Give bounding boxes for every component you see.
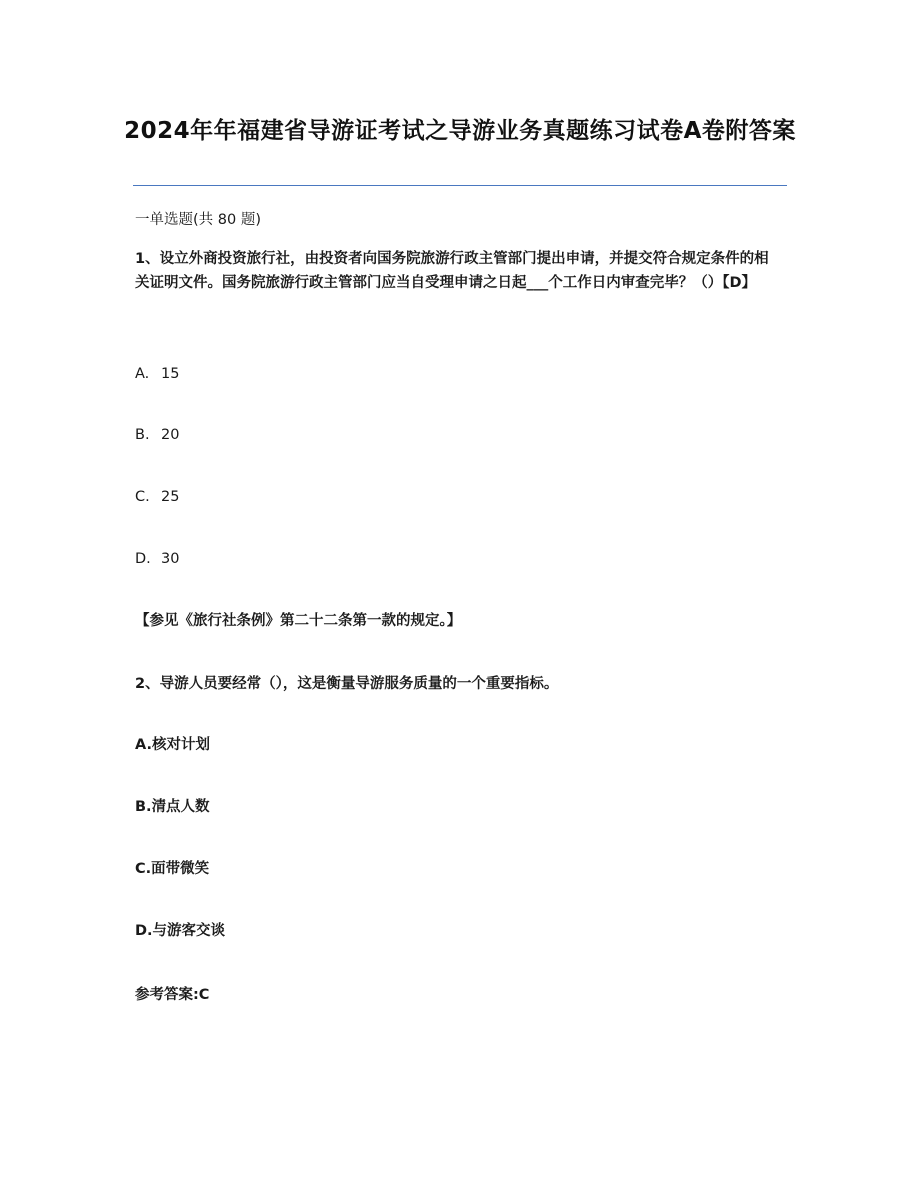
question-2-option-c: [135, 858, 209, 881]
question-2-option-a: [135, 734, 210, 757]
question-1-note: 【参见《旅行社条例》第二十二条第一款的规定。】: [135, 613, 462, 629]
option-label: C.: [135, 861, 152, 877]
option-text: 25: [161, 489, 180, 505]
title-divider: [133, 185, 787, 186]
option-text: 核对计划: [152, 737, 210, 753]
question-1-option-a: [135, 363, 179, 386]
option-text: 30: [161, 551, 180, 567]
option-label: B.: [135, 799, 152, 815]
option-label: D.: [135, 923, 153, 939]
option-text: 清点人数: [151, 799, 210, 815]
question-2-answer: 参考答案:C: [135, 987, 210, 1003]
option-label: A.: [135, 737, 152, 753]
option-label: A.: [135, 366, 150, 382]
section-header: 一单选题(共 80 题): [135, 212, 261, 228]
document-title: 2024年年福建省导游证考试之导游业务真题练习试卷A卷附答案: [124, 118, 796, 144]
question-2-option-b: [135, 796, 210, 819]
question-2-option-d: [135, 920, 225, 943]
option-text: 面带微笑: [151, 861, 210, 877]
option-label: C.: [135, 489, 150, 505]
option-text: 与游客交谈: [152, 923, 226, 939]
question-1-option-b: [135, 424, 179, 447]
question-1-option-c: [135, 486, 179, 509]
question-1-option-d: [135, 548, 179, 571]
option-text: 20: [161, 427, 180, 443]
option-label: B.: [135, 427, 150, 443]
question-2-text: 2、导游人员要经常（），这是衡量导游服务质量的一个重要指标。: [135, 676, 559, 692]
option-text: 15: [161, 366, 180, 382]
question-1-text: 1、设立外商投资旅行社，由投资者向国务院旅游行政主管部门提出申请，并提交符合规定条件的相关证明文件。国务院旅游行政主管部门应当自受理申请之日起___个工作日内审查完毕？（）【D】: [135, 251, 769, 291]
option-label: D.: [135, 551, 151, 567]
